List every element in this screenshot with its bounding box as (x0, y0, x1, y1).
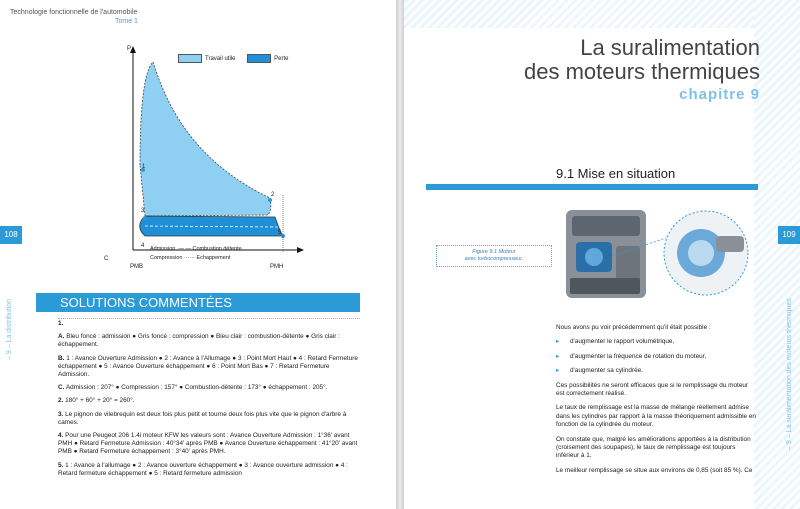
solution-4-label: 4. (58, 432, 64, 440)
pv-diagram-svg (100, 40, 340, 275)
side-chapter-label-left: – 9 – La distribution (6, 298, 13, 360)
chapter-title (524, 36, 760, 84)
oil-pan (570, 278, 640, 294)
solution-5-text: 1 : Avance à l'allumage ● 2 : Avance ouverture échappement ● 3 : Avance ouverture admission ● 4 : Retard fermeture échappement ● 5 : Retard fermeture admission (58, 461, 348, 477)
line-legend: Admission — — Combustion détente Compression ······ Echappement (150, 246, 242, 261)
line-admission-label: Admission (150, 246, 176, 252)
legend-loss-label: Perte (274, 56, 289, 63)
solutions-body (58, 320, 360, 483)
x-axis-arrow (297, 247, 304, 253)
point-1-label: 1 (142, 164, 146, 170)
book-gutter (396, 0, 404, 509)
right-page (404, 0, 800, 509)
section-heading: 9.1 Mise en situation (556, 166, 676, 181)
paragraph-3: On constate que, malgré les améliorations apportées à la distribution (croisement des soupapes), le taux de remplissage est toujours inférieur à 1. (556, 435, 751, 460)
point-3-marker (143, 216, 147, 220)
paragraph-4: Le meilleur remplissage se situe aux environs de 0,85 (soit 85 %). Ce (556, 466, 753, 474)
solution-c-label: C. (58, 384, 65, 392)
turbo-zoom-wheel (688, 240, 714, 266)
solution-1-number: 1. (58, 320, 64, 327)
diagram-legend (178, 54, 288, 63)
legend-loss-swatch (247, 54, 271, 63)
line-combustion-label: Combustion détente (192, 246, 242, 252)
solution-a-text: Bleu foncé : admission ● Gris foncé : compression ● Bleu clair : combustion-détente ● Gris clair : échappement. (58, 333, 340, 349)
solution-2-label: 2. (58, 397, 64, 405)
solutions-heading: SOLUTIONS COMMENTÉES (36, 293, 360, 312)
section-body (556, 324, 756, 481)
solution-2-text: 180° + 60° + 20° = 260°. (65, 397, 135, 405)
line-echappement-label: Echappement (196, 255, 231, 261)
solutions-separator (58, 318, 360, 319)
turbo-zoom-outlet (716, 236, 744, 252)
header-title: Technologie fonctionnelle de l'automobile (10, 9, 138, 16)
hatch-band-right (754, 0, 800, 509)
legend-useful-label: Travail utile (205, 56, 236, 63)
point-4-label: 4 (141, 243, 145, 249)
solution-c-text: Admission : 207° ● Compression : 157° ● Combustion-détente : 173° ● échappement : 205°. (65, 384, 328, 392)
list-item: ▸ d'augmenter le rapport volumétrique, (556, 338, 756, 346)
label-pmb: PMB (130, 264, 144, 270)
solution-b-text: 1 : Avance Ouverture Admission ● 2 : Avance à l'Allumage ● 3 : Point Mort Haut ● 4 : Retard Fermeture échappement ● 5 : Avance Ouverture échappement ● 6 : Point Mort Bas ● 7 : Retard Fermeture Admission. (58, 354, 358, 379)
line-compression-label: Compression (150, 255, 183, 261)
hatch-band-top (404, 0, 800, 28)
left-page (0, 0, 396, 509)
paragraph-1: Ces possibilités ne seront efficaces que si le remplissage du moteur est correctement réalisé. (556, 381, 749, 398)
point-2-label: 2 (271, 192, 275, 198)
chapter-number: chapitre 9 (679, 86, 760, 103)
chapter-title-line-1: La suralimentation (580, 35, 760, 60)
running-header (10, 8, 138, 26)
page-number-left: 108 (0, 226, 22, 244)
label-pmh: PMH (270, 264, 284, 270)
solution-3-text: Le pignon de vilebrequin est deux fois plus petit et tourne deux fois plus vite que le pignon d'arbre à cames. (58, 410, 347, 426)
figure-caption-line-1: Figure 9.1 Moteur (472, 249, 516, 255)
label-c: C (104, 256, 109, 262)
side-chapter-label-right: – 9 – La suralimentation des moteurs thermiques (786, 298, 793, 450)
solution-b-label: B. (58, 354, 65, 362)
solution-5-label: 5. (58, 461, 64, 469)
section-bar (426, 184, 758, 190)
solution-4-text: Pour une Peugeot 206 1.4i moteur KFW les valeurs sont : Avance Ouverture Admission : 1°36' avant PMH ● Retard Fermeture Admission : 40°34' après PMB ● Avance Ouverture échappement : 41°20' avant PMB ● Retard Fermeture échappement : 3°40' après PMH. (58, 432, 358, 456)
axis-p-label: P (127, 46, 132, 52)
chapter-title-line-2: des moteurs thermiques (524, 59, 760, 84)
list-item: ▸ d'augmenter la fréquence de rotation du moteur, (556, 353, 756, 361)
possibilities-list (556, 338, 756, 375)
engine-cover (572, 216, 640, 236)
pv-diagram (100, 40, 340, 275)
engine-photo (556, 198, 756, 308)
list-item: ▸ d'augmenter sa cylindrée. (556, 367, 756, 375)
point-2-marker (268, 198, 272, 202)
engine-photo-svg (556, 198, 756, 308)
figure-caption (436, 245, 552, 267)
figure-caption-line-2: avec turbocompresseur. (464, 256, 524, 262)
solution-3-label: 3. (58, 410, 64, 418)
turbo-wheel (585, 248, 603, 266)
point-3-label: 3 (141, 208, 145, 214)
useful-work-area (140, 62, 271, 216)
point-5-label: 5 (278, 230, 282, 236)
solution-a-label: A. (58, 333, 65, 341)
legend-useful-swatch (178, 54, 202, 63)
page-number-right: 109 (778, 226, 800, 244)
intro-paragraph: Nous avons pu voir précédemment qu'il était possible : (556, 324, 711, 331)
paragraph-2: Le taux de remplissage est la masse de mélange réellement admise dans les cylindres par rapport à la masse théoriquement admissible en fonction de la cylindrée du moteur. (556, 404, 756, 429)
header-tome: Tome 1 (115, 18, 138, 25)
